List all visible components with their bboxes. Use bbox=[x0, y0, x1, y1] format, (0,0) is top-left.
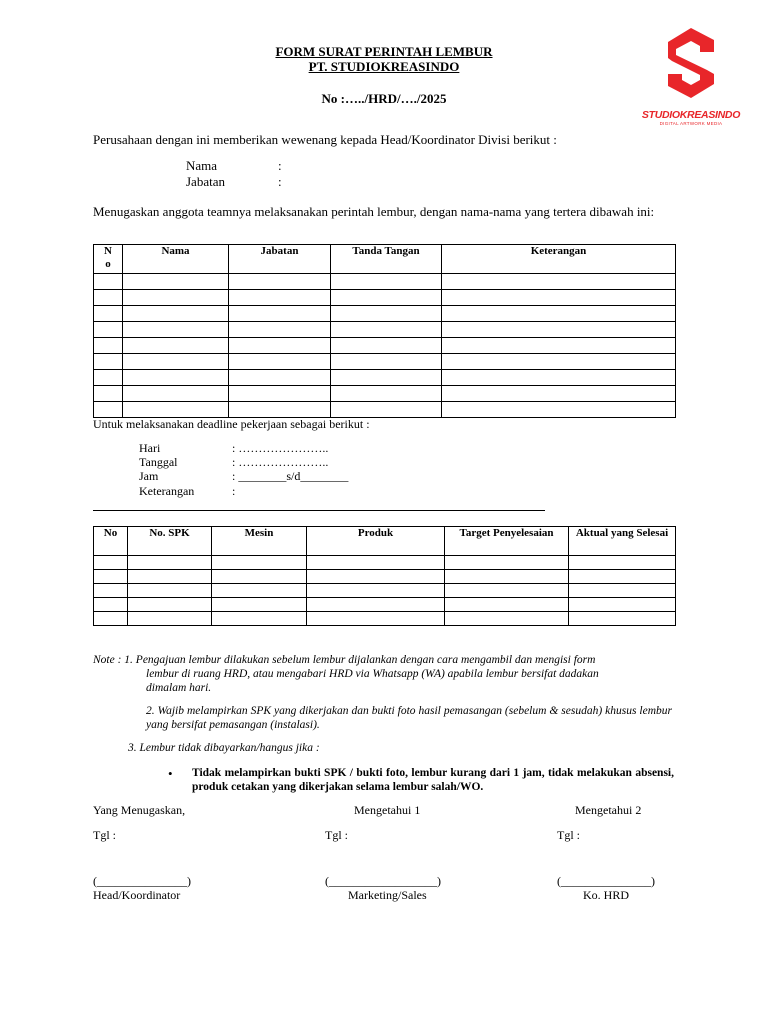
table-row bbox=[94, 584, 676, 598]
table-row bbox=[94, 612, 676, 626]
table-cell[interactable] bbox=[307, 612, 445, 626]
table-row bbox=[94, 598, 676, 612]
table-cell[interactable] bbox=[128, 612, 212, 626]
table-cell[interactable] bbox=[307, 598, 445, 612]
sig-col2-line: (__________________) bbox=[325, 874, 441, 888]
sig-col1-role: Head/Koordinator bbox=[93, 888, 181, 902]
note-3: 3. Lembur tidak dibayarkan/hangus jika : bbox=[128, 742, 320, 754]
table-cell[interactable] bbox=[123, 370, 229, 386]
table-cell[interactable] bbox=[123, 274, 229, 290]
table-cell[interactable] bbox=[94, 570, 128, 584]
form-title: FORM SURAT PERINTAH LEMBUR bbox=[275, 44, 493, 59]
col-aktual-header: Aktual yang Selesai bbox=[569, 527, 676, 556]
table-cell[interactable] bbox=[229, 338, 331, 354]
tanggal-label: Tanggal bbox=[139, 455, 178, 469]
jabatan-colon: : bbox=[278, 174, 282, 189]
table-cell[interactable] bbox=[94, 290, 123, 306]
sig-col2-tgl: Tgl : bbox=[325, 828, 348, 842]
tanggal-value: : ………………….. bbox=[232, 455, 329, 469]
col-nama-header: Nama bbox=[123, 245, 229, 274]
table-cell[interactable] bbox=[229, 290, 331, 306]
table-header-row bbox=[94, 245, 676, 274]
table-cell[interactable] bbox=[442, 402, 676, 418]
table-cell[interactable] bbox=[94, 386, 123, 402]
bullet-text: Tidak melampirkan bukti SPK / bukti foto, lembur kurang dari 1 jam, tidak melakukan absensi, produk cetakan yang dikerjakan selama lembur salah/WO. bbox=[192, 767, 674, 793]
table-cell[interactable] bbox=[442, 338, 676, 354]
table-cell[interactable] bbox=[442, 370, 676, 386]
table-cell[interactable] bbox=[307, 570, 445, 584]
keterangan-label: Keterangan bbox=[139, 484, 195, 498]
col-jabatan-header: Jabatan bbox=[229, 245, 331, 274]
table-cell[interactable] bbox=[94, 306, 123, 322]
note-1-line-2: lembur di ruang HRD, atau mengabari HRD via Whatsapp (WA) apabila lembur bersifat dadakan bbox=[146, 668, 599, 680]
logo-brand: STUDIOKREASINDO bbox=[641, 109, 741, 121]
table-cell[interactable] bbox=[569, 556, 676, 570]
note-1-line-1: Note : 1. Pengajuan lembur dilakukan sebelum lembur dijalankan dengan cara mengambil dan mengisi form bbox=[93, 654, 596, 666]
sig-col3-line: (_______________) bbox=[557, 874, 655, 888]
table-row bbox=[94, 354, 676, 370]
note-1-line-3: dimalam hari. bbox=[146, 682, 212, 694]
table-cell[interactable] bbox=[212, 598, 307, 612]
table-cell[interactable] bbox=[229, 274, 331, 290]
table-cell[interactable] bbox=[123, 306, 229, 322]
logo-s-icon bbox=[636, 22, 746, 104]
table-cell[interactable] bbox=[331, 290, 442, 306]
col-target-header: Target Penyelesaian bbox=[445, 527, 569, 556]
table-cell[interactable] bbox=[307, 584, 445, 598]
sig-col1-tgl: Tgl : bbox=[93, 828, 116, 842]
table-cell[interactable] bbox=[331, 322, 442, 338]
jam-value: : ________s/d________ bbox=[232, 469, 349, 483]
table-cell[interactable] bbox=[445, 556, 569, 570]
table-cell[interactable] bbox=[94, 402, 123, 418]
table-cell[interactable] bbox=[94, 354, 123, 370]
table-cell[interactable] bbox=[445, 598, 569, 612]
sig-col2-heading: Mengetahui 1 bbox=[354, 803, 421, 817]
sig-col3-role: Ko. HRD bbox=[583, 888, 630, 902]
overtime-staff-table bbox=[93, 244, 676, 418]
note-2: 2. Wajib melampirkan SPK yang dikerjakan dan bukti foto hasil pemasangan (sebelum & sesudah) khusus lembur yang bersifat pemasangan (instalasi). bbox=[146, 705, 672, 731]
col-tanda-tangan-header: Tanda Tangan bbox=[331, 245, 442, 274]
table-cell[interactable] bbox=[123, 402, 229, 418]
table-cell[interactable] bbox=[442, 290, 676, 306]
table-cell[interactable] bbox=[331, 338, 442, 354]
company-name: PT. STUDIOKREASINDO bbox=[308, 59, 460, 74]
table-cell[interactable] bbox=[331, 306, 442, 322]
nama-label: Nama bbox=[186, 158, 218, 173]
keterangan-value: : bbox=[232, 484, 236, 498]
table-cell[interactable] bbox=[331, 370, 442, 386]
table-cell[interactable] bbox=[123, 290, 229, 306]
table-cell[interactable] bbox=[128, 584, 212, 598]
table-cell[interactable] bbox=[331, 402, 442, 418]
deadline-intro: Untuk melaksanakan deadline pekerjaan sebagai berikut : bbox=[93, 417, 370, 431]
table-cell[interactable] bbox=[94, 584, 128, 598]
table-cell[interactable] bbox=[212, 556, 307, 570]
table-row bbox=[94, 556, 676, 570]
instruction-text: Menugaskan anggota teamnya melaksanakan perintah lembur, dengan nama-nama yang tertera dibawah ini: bbox=[93, 204, 655, 219]
document-number: No :…../HRD/…./2025 bbox=[321, 91, 447, 106]
nama-colon: : bbox=[278, 158, 282, 173]
table-cell[interactable] bbox=[229, 354, 331, 370]
table-row bbox=[94, 274, 676, 290]
sig-col2-role: Marketing/Sales bbox=[348, 888, 427, 902]
note-1 bbox=[93, 653, 673, 695]
table-cell[interactable] bbox=[331, 274, 442, 290]
table-row bbox=[94, 322, 676, 338]
table-cell[interactable] bbox=[229, 306, 331, 322]
table-cell[interactable] bbox=[123, 322, 229, 338]
sig-col1-line: (_______________) bbox=[93, 874, 191, 888]
table-row bbox=[94, 290, 676, 306]
table-cell[interactable] bbox=[229, 322, 331, 338]
table-row bbox=[94, 570, 676, 584]
table-cell[interactable] bbox=[569, 570, 676, 584]
table-cell[interactable] bbox=[128, 556, 212, 570]
col-produk-header: Produk bbox=[307, 527, 445, 556]
intro-text: Perusahaan dengan ini memberikan wewenang kepada Head/Koordinator Divisi berikut : bbox=[93, 132, 557, 147]
bullet-icon: • bbox=[168, 766, 173, 781]
table-cell[interactable] bbox=[445, 584, 569, 598]
col-mesin-header: Mesin bbox=[212, 527, 307, 556]
logo-tagline: DIGITAL ARTWORK MEDIA bbox=[659, 121, 723, 126]
table-cell[interactable] bbox=[569, 612, 676, 626]
table-cell[interactable] bbox=[212, 570, 307, 584]
table-row bbox=[94, 402, 676, 418]
spk-table bbox=[93, 526, 676, 626]
table-cell[interactable] bbox=[123, 386, 229, 402]
table-cell[interactable] bbox=[442, 386, 676, 402]
table-cell[interactable] bbox=[128, 598, 212, 612]
table-cell[interactable] bbox=[94, 370, 123, 386]
table-cell[interactable] bbox=[94, 274, 123, 290]
table-cell[interactable] bbox=[445, 612, 569, 626]
jam-label: Jam bbox=[139, 469, 159, 483]
table-cell[interactable] bbox=[229, 370, 331, 386]
company-logo bbox=[636, 22, 746, 126]
table-cell[interactable] bbox=[212, 584, 307, 598]
table-cell[interactable] bbox=[442, 274, 676, 290]
jabatan-label: Jabatan bbox=[186, 174, 225, 189]
table-cell[interactable] bbox=[569, 598, 676, 612]
table-row bbox=[94, 370, 676, 386]
table-cell[interactable] bbox=[569, 584, 676, 598]
sig-col3-heading: Mengetahui 2 bbox=[575, 803, 642, 817]
table-cell[interactable] bbox=[94, 556, 128, 570]
table-cell[interactable] bbox=[229, 402, 331, 418]
table-cell[interactable] bbox=[331, 354, 442, 370]
table-cell[interactable] bbox=[212, 612, 307, 626]
hari-label: Hari bbox=[139, 441, 161, 455]
table-cell[interactable] bbox=[94, 598, 128, 612]
sig-col1-heading: Yang Menugaskan, bbox=[93, 803, 186, 817]
hari-value: : ………………….. bbox=[232, 441, 329, 455]
table-cell[interactable] bbox=[331, 386, 442, 402]
table-cell[interactable] bbox=[229, 386, 331, 402]
table-row bbox=[94, 386, 676, 402]
col-keterangan-header: Keterangan bbox=[442, 245, 676, 274]
table-cell[interactable] bbox=[94, 322, 123, 338]
col-no-header: No bbox=[94, 527, 128, 556]
col-no-header: N o bbox=[94, 245, 123, 274]
table-cell[interactable] bbox=[94, 338, 123, 354]
table-cell[interactable] bbox=[445, 570, 569, 584]
table-row bbox=[94, 306, 676, 322]
table-cell[interactable] bbox=[128, 570, 212, 584]
table-cell[interactable] bbox=[442, 306, 676, 322]
divider-line bbox=[93, 510, 545, 511]
table-cell[interactable] bbox=[94, 612, 128, 626]
table-cell[interactable] bbox=[442, 354, 676, 370]
table-cell[interactable] bbox=[307, 556, 445, 570]
table-cell[interactable] bbox=[123, 338, 229, 354]
table-cell[interactable] bbox=[442, 322, 676, 338]
table-cell[interactable] bbox=[123, 354, 229, 370]
table-row bbox=[94, 338, 676, 354]
table-header-row bbox=[94, 527, 676, 556]
col-no-spk-header: No. SPK bbox=[128, 527, 212, 556]
sig-col3-tgl: Tgl : bbox=[557, 828, 580, 842]
